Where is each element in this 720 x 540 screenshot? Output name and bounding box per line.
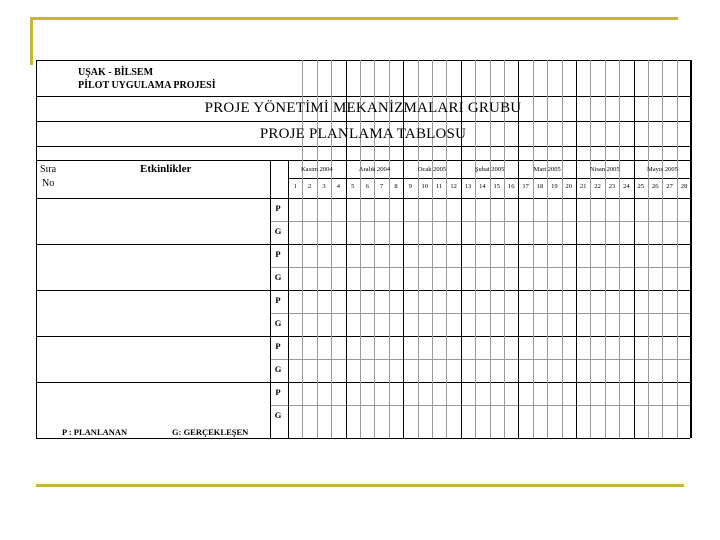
group-title: PROJE YÖNETİMİ MEKANİZMALARI GRUBU — [204, 100, 522, 116]
column-no-label: No — [42, 178, 55, 189]
header-divider — [36, 96, 690, 97]
planned-row-label: P — [275, 249, 281, 259]
row-divider — [36, 244, 690, 245]
month-label: Mart 2005 — [533, 166, 561, 173]
row-divider — [270, 359, 690, 360]
actual-row-label: G — [274, 226, 282, 236]
decorative-top-line — [30, 17, 678, 20]
month-label: Kasım 2004 — [300, 166, 333, 173]
planned-row-label: P — [275, 341, 281, 351]
project-name: PİLOT UYGULAMA PROJESİ — [78, 80, 216, 91]
actual-row-label: G — [274, 410, 282, 420]
week-number: 12 — [450, 183, 457, 190]
columns-header-top — [36, 160, 690, 161]
row-divider — [36, 336, 690, 337]
week-number: 7 — [379, 183, 384, 190]
month-label: Mayıs 2005 — [646, 166, 678, 173]
row-divider — [36, 290, 690, 291]
week-number: 4 — [336, 183, 341, 190]
week-number: 21 — [579, 183, 587, 190]
week-number: 19 — [551, 183, 558, 190]
month-label: Aralık 2004 — [358, 166, 390, 173]
week-number: 27 — [666, 183, 673, 190]
week-number: 2 — [307, 183, 312, 190]
month-divider — [288, 178, 690, 179]
month-label: Şubat 2005 — [474, 166, 505, 173]
table-title: PROJE PLANLAMA TABLOSU — [259, 126, 467, 142]
week-number: 24 — [623, 183, 630, 190]
actual-row-label: G — [274, 318, 282, 328]
week-number: 20 — [565, 183, 573, 190]
row-divider — [270, 405, 690, 406]
week-number: 13 — [464, 183, 472, 190]
week-number: 15 — [493, 183, 501, 190]
actual-row-label: G — [274, 364, 282, 374]
legend-planned: P : PLANLANAN — [62, 427, 128, 437]
week-number: 9 — [408, 183, 413, 190]
table-top-border — [36, 60, 690, 61]
week-number: 8 — [394, 183, 398, 190]
org-name: UŞAK - BİLSEM — [78, 67, 154, 78]
title-divider — [36, 146, 690, 147]
legend-actual: G: GERÇEKLEŞEN — [172, 427, 249, 437]
week-number: 16 — [507, 183, 515, 190]
week-number: 22 — [594, 183, 601, 190]
actual-row-label: G — [274, 272, 282, 282]
title-divider — [36, 121, 690, 122]
week-number: 6 — [365, 183, 369, 190]
week-column-line — [691, 60, 692, 438]
columns-header-bottom — [36, 198, 690, 199]
row-divider — [270, 221, 690, 222]
column-activities-label: Etkinlikler — [140, 163, 192, 175]
month-label: Nisan 2005 — [589, 166, 620, 173]
week-number: 18 — [536, 183, 544, 190]
decorative-left-line — [30, 17, 33, 65]
decorative-bottom-line — [36, 484, 684, 487]
month-label: Ocak 2005 — [417, 166, 447, 173]
column-sira-label: Sıra — [40, 164, 57, 175]
week-number: 23 — [608, 183, 616, 190]
table-bottom-border — [36, 438, 690, 439]
row-divider — [270, 267, 690, 268]
week-number: 14 — [479, 183, 486, 190]
row-divider — [36, 382, 690, 383]
week-number: 28 — [680, 183, 688, 190]
week-number: 3 — [322, 183, 326, 190]
week-number: 5 — [351, 183, 355, 190]
planned-row-label: P — [275, 387, 281, 397]
week-number: 10 — [421, 183, 429, 190]
row-divider — [270, 313, 690, 314]
planned-row-label: P — [275, 295, 281, 305]
week-number: 11 — [436, 183, 443, 190]
week-number: 1 — [293, 183, 297, 190]
week-number: 25 — [637, 183, 645, 190]
week-number: 26 — [651, 183, 659, 190]
planned-row-label: P — [275, 203, 281, 213]
week-number: 17 — [522, 183, 529, 190]
week-column-line — [288, 160, 289, 438]
organization-block — [78, 66, 216, 92]
